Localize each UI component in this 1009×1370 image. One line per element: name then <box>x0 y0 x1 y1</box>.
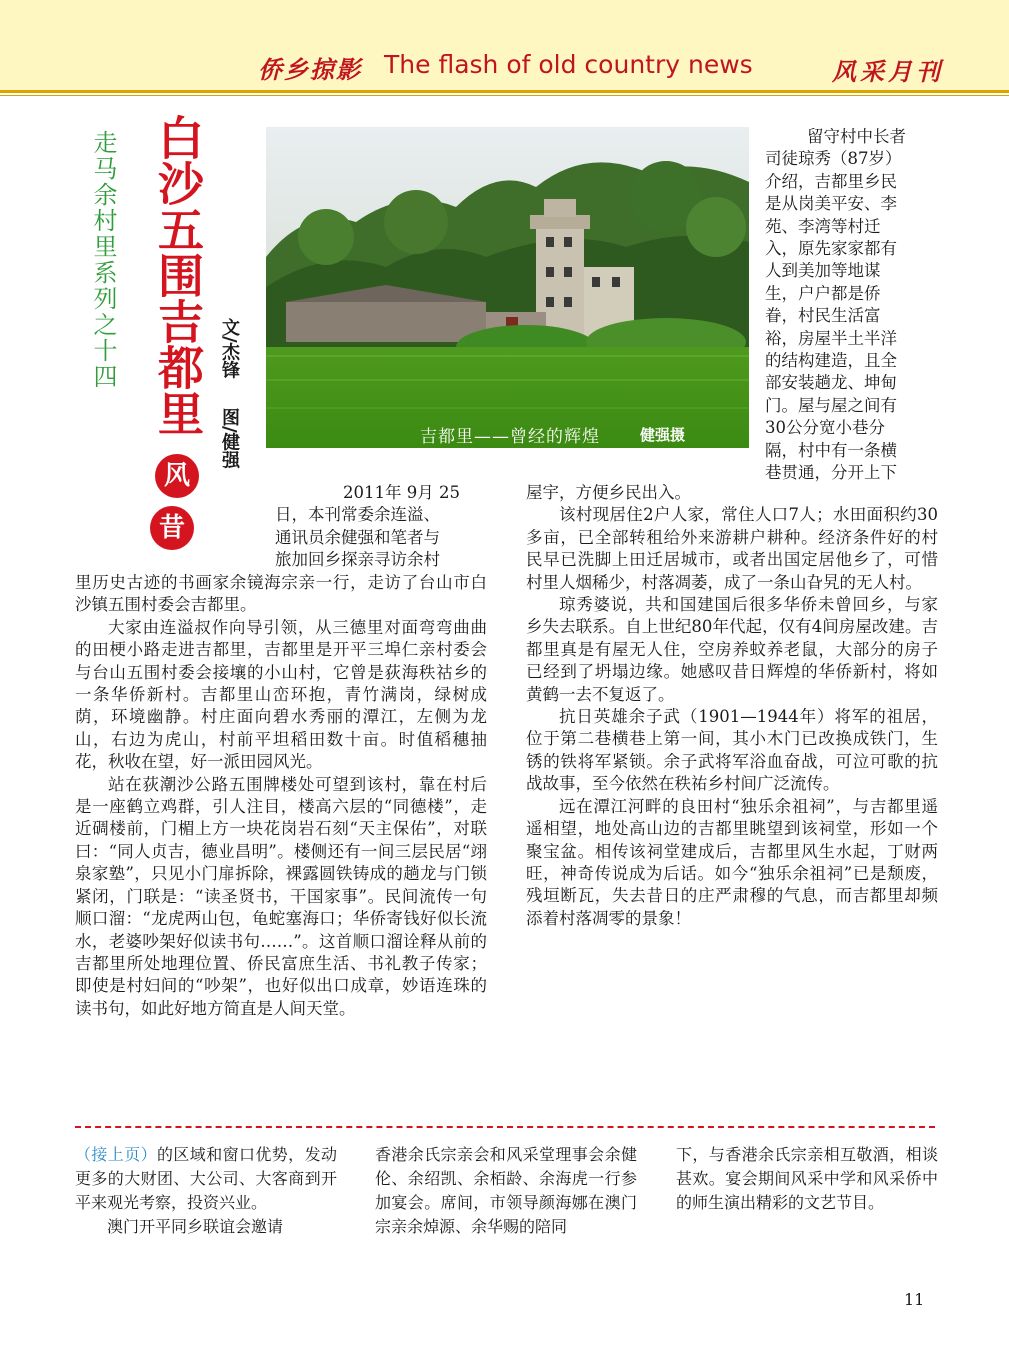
text-line: 30公分宽小巷分 <box>765 418 885 438</box>
continued-text: 的区域和窗口优势，发动更多的大财团、大公司、大客商到开平来观光考察，投资兴业。 <box>75 1145 337 1212</box>
paragraph: 屋宇，方便乡民出入。 <box>526 483 691 502</box>
title-badge-feng: 风 <box>155 454 199 498</box>
text-line: 日，本刊常委余连溢、 <box>275 505 440 525</box>
header-rule-thin <box>0 95 1009 96</box>
text-line: 留守村中长者 <box>807 127 906 146</box>
text-line: 巷贯通，分开上下 <box>765 463 897 483</box>
page-number: 11 <box>904 1290 925 1309</box>
continued-col-3 <box>676 1143 938 1215</box>
title-badge-xi: 昔 <box>150 506 194 550</box>
section-divider <box>75 1126 935 1128</box>
text-line: 部安装趟龙、坤甸 <box>765 373 897 393</box>
left-intro-block <box>275 482 487 572</box>
text-line: 人到美加等地谋 <box>765 261 881 281</box>
text-line: 裕，房屋半土半洋 <box>765 328 897 348</box>
text-line: 通讯员余健强和笔者与 <box>275 527 440 547</box>
section-title-cn: 侨乡掠影 <box>258 55 362 84</box>
continued-label: （接上页） <box>75 1145 157 1164</box>
photo-caption: 吉都里——曾经的辉煌 <box>420 427 600 447</box>
text-line: 苑、李湾等村迁 <box>765 216 881 236</box>
byline-writer: 文/杰锋 <box>219 318 240 379</box>
paragraph: 抗日英雄余子武（1901—1944年）将军的祖居，位于第二巷横巷上第一间，其小木门已改换成铁门，生锈的铁将军紧锁。余子武将军浴血奋战，可泣可歌的抗战故事，至今依然在秩祐乡村间广泛流传。 <box>526 707 938 794</box>
left-column <box>75 572 487 1020</box>
continued-col-2 <box>375 1143 637 1239</box>
village-photo <box>266 127 749 448</box>
header-rule <box>0 90 1009 93</box>
paragraph: 站在荻潮沙公路五围牌楼处可望到该村，靠在村后是一座鹤立鸡群，引人注目，楼高六层的“同德楼”，走近碉楼前，门楣上方一块花岗岩石刻“天主保佑”，对联曰：“同人贞吉，德业昌明”。楼侧还有一间三层民居“翊泉家塾”，只见小门扉拆除，裸露圆铁铸成的趟龙与门锁紧闭，门联是：“读圣贤书，干国家事”。民间流传一句顺口溜：“龙虎两山包，龟蛇塞海口；华侨寄钱好似长流水，老婆吵架好似读书句……”。这首顺口溜诠释从前的吉都里所处地理位置、侨民富庶生活、书礼教子传家；即使是村妇间的“吵架”，也好似出口成章，妙语连珠的读书句，如此好地方简直是人间天堂。 <box>75 774 487 1018</box>
magazine-name: 风采月刊 <box>832 57 944 86</box>
paragraph: 远在潭江河畔的良田村“独乐余祖祠”，与吉都里遥遥相望，地处高山边的吉都里眺望到该祠堂，形如一个聚宝盆。相传该祠堂建成后，吉都里风生水起，丁财两旺，神奇传说成为后话。如今“独乐余祖祠”已是颓废，残垣断瓦，失去昔日的庄严肃穆的气息，而吉都里却频添着村落凋零的景象！ <box>526 796 938 928</box>
byline-photo: 图/健强 <box>219 408 240 469</box>
text-line: 是从岗美平安、李 <box>765 194 897 214</box>
paragraph: 该村现居住2户人家，常住人口7人；水田面积约30多亩，已全部转租给外来游耕户耕种。经济条件好的村民早已洗脚上田迁居城市，或者出国定居他乡了，可惜村里人烟稀少，村落凋萎，成了一条山旮旯的无人村。 <box>526 505 938 592</box>
continued-col-1 <box>75 1143 337 1239</box>
text-line: 门。屋与屋之间有 <box>765 395 897 415</box>
photo-credit: 健强摄 <box>640 426 686 444</box>
text-line: 司徒琼秀（87岁） <box>765 149 902 169</box>
paragraph: 下，与香港余氏宗亲相互敬酒，相谈甚欢。宴会期间风采中学和风采侨中的师生演出精彩的文艺节目。 <box>676 1145 938 1212</box>
photo-illustration <box>266 127 749 448</box>
paragraph: 香港余氏宗亲会和风采堂理事会余健伦、余绍凯、余栢龄、余海虎一行参加宴会。席间，市领导颜海娜在澳门宗亲余焯源、余华赐的陪同 <box>375 1145 637 1236</box>
right-top-block <box>765 126 938 485</box>
text-line: 旅加回乡探亲寻访余村 <box>275 550 440 570</box>
text-line: 的结构建造，且全 <box>765 351 897 371</box>
article-title: 白沙五围吉都里 <box>151 114 205 436</box>
paragraph: 大家由连溢叔作向导引领，从三德里对面弯弯曲曲的田梗小路走进吉都里，吉都里是开平三埠仁亲村委会与台山五围村委会接壤的小山村，它曾是荻海秩祜乡的一条华侨新村。吉都里山峦环抱，青竹满岗，绿树成荫，环境幽静。村庄面向碧水秀丽的潭江，左侧为龙山，右边为虎山，村前平坦稻田数十亩。时值稻穗抽花，秋收在望，好一派田园风光。 <box>75 617 487 772</box>
right-column <box>526 482 938 930</box>
text-line: 入，原先家家都有 <box>765 239 897 259</box>
text-line: 2011年 9月 25 <box>343 483 460 502</box>
paragraph: 里历史古迹的书画家余镜海宗亲一行，走访了台山市白沙镇五围村委会吉都里。 <box>75 573 487 615</box>
paragraph: 澳门开平同乡联谊会邀请 <box>107 1217 284 1236</box>
text-line: 生，户户都是侨 <box>765 283 881 303</box>
text-line: 眷，村民生活富 <box>765 306 881 326</box>
paragraph: 琼秀婆说，共和国建国后很多华侨未曾回乡，与家乡失去联系。自上世纪80年代起，仅有4间房屋改建。吉都里真是有屋无人住，空房养蚊养老鼠，大部分的房子已经到了坍塌边缘。她感叹昔日辉煌的华侨新村，将如黄鹤一去不复返了。 <box>526 595 938 704</box>
text-line: 介绍，吉都里乡民 <box>765 171 897 191</box>
text-line: 隔，村中有一条横 <box>765 440 897 460</box>
section-title-en: The flash of old country news <box>384 50 753 79</box>
series-label: 走马余村里系列之十四 <box>89 130 117 390</box>
